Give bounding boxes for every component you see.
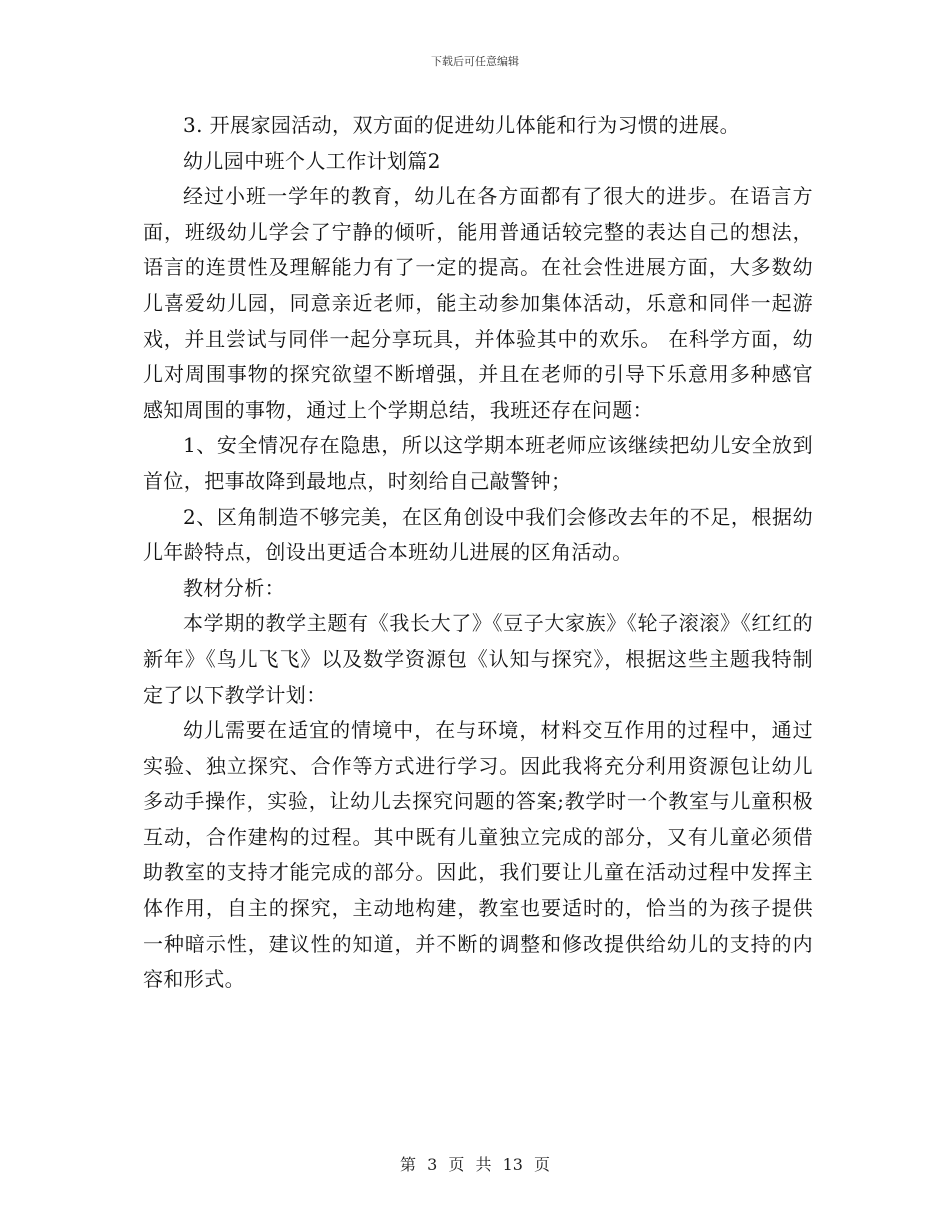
footer-label-total: 共 xyxy=(475,1155,492,1174)
footer-label-ye2: 页 xyxy=(534,1155,551,1174)
paragraph-teaching-plan: 幼儿需要在适宜的情境中，在与环境，材料交互作用的过程中，通过实验、独立探究、合作等方式进行学习。因此我将充分利用资源包让幼儿多动手操作，实验，让幼儿去探究问题的答案;教学时一个教室与儿童积极互动，合作建构的过程。其中既有儿童独立完成的部分，又有儿童必须借助教室的支持才能完成的部分。因此，我们要让儿童在活动过程中发挥主体作用，自主的探究，主动地构建，教室也要适时的，恰当的为孩子提供一种暗示性，建议性的知道，并不断的调整和修改提供给幼儿的支持的内容和形式。 xyxy=(143,718,813,992)
paragraph-issue-2: 2、区角制造不够完美，在区角创设中我们会修改去年的不足，根据幼儿年龄特点，创设出更适合本班幼儿进展的区角活动。 xyxy=(143,504,813,565)
footer-total-pages: 13 xyxy=(502,1155,523,1174)
footer-label-page: 第 xyxy=(399,1155,416,1174)
footer-current-page: 3 xyxy=(427,1155,438,1174)
page-footer xyxy=(0,1152,950,1175)
paragraph-activity: 3. 开展家园活动，双方面的促进幼儿体能和行为习惯的进展。 xyxy=(183,113,741,137)
paragraph-material-heading: 教材分析： xyxy=(183,575,285,600)
document-body xyxy=(143,108,813,998)
footer-label-ye: 页 xyxy=(448,1155,465,1174)
paragraph-issue-1: 1、安全情况存在隐患，所以这学期本班老师应该继续把幼儿安全放到首位，把事故降到最地点，时刻给自己敲警钟； xyxy=(143,433,813,493)
section-heading: 幼儿园中班个人工作计划篇2 xyxy=(183,148,441,173)
header-note: 下载后可任意编辑 xyxy=(431,55,519,68)
paragraph-overview: 经过小班一学年的教育，幼儿在各方面都有了很大的进步。在语言方面，班级幼儿学会了宁静的倾听，能用普通话较完整的表达自己的想法，语言的连贯性及理解能力有了一定的提高。在社会性进展方面，大多数幼儿喜爱幼儿园，同意亲近老师，能主动参加集体活动，乐意和同伴一起游戏，并且尝试与同伴一起分享玩具，并体验其中的欢乐。 在科学方面，幼儿对周围事物的探究欲望不断增强，并且在老师的引导下乐意用多种感官感知周围的事物，通过上个学期总结，我班还存在问题： xyxy=(143,184,813,422)
paragraph-themes: 本学期的教学主题有《我长大了》《豆子大家族》《轮子滚滚》《红红的新年》《鸟儿飞飞》以及数学资源包《认知与探究》，根据这些主题我特制定了以下教学计划： xyxy=(143,611,813,707)
